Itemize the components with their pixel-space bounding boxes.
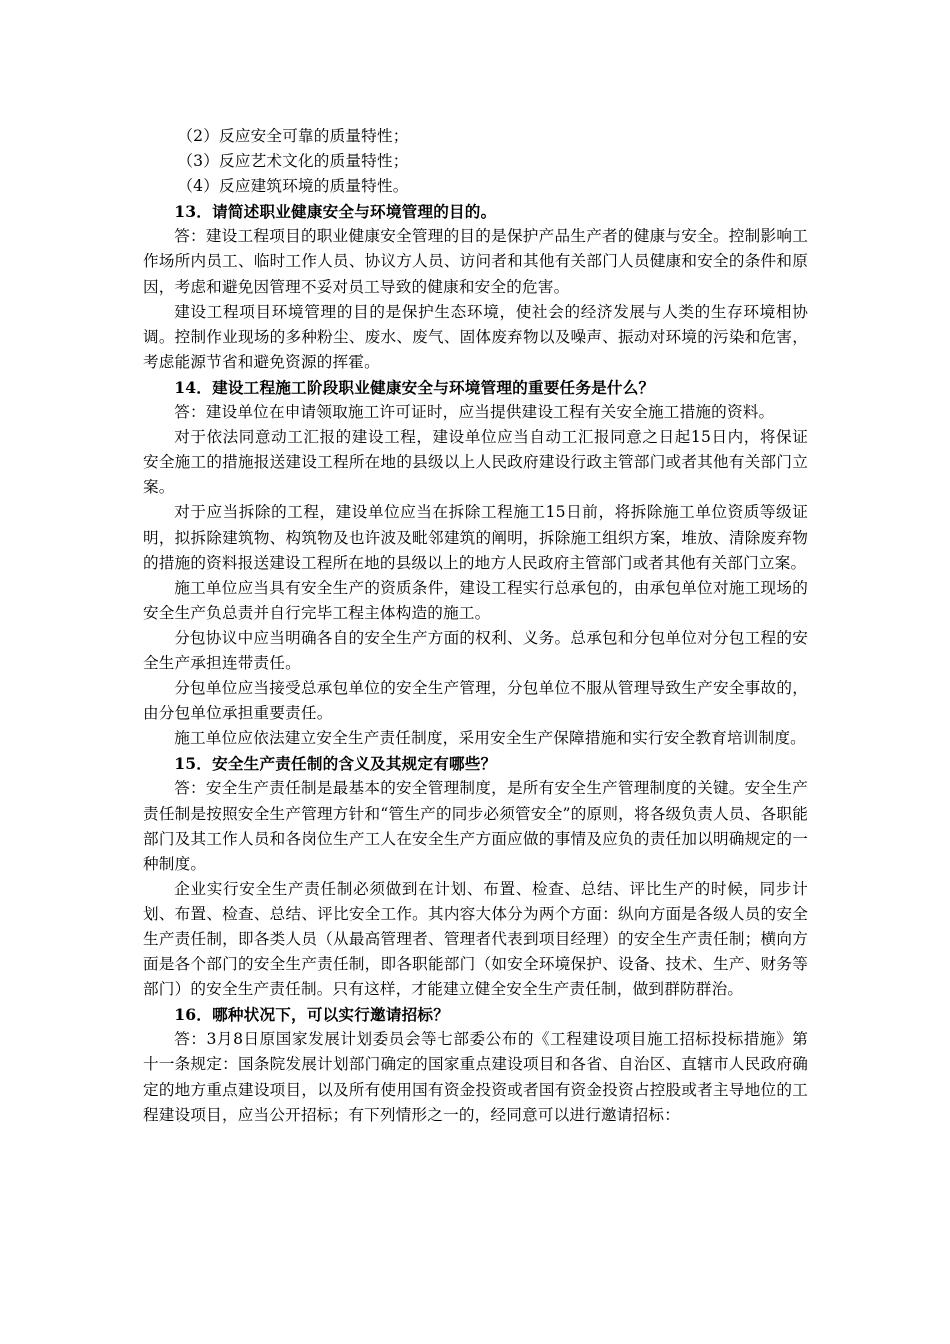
- answer-paragraph: 分包协议中应当明确各自的安全生产方面的权利、义务。总承包和分包单位对分包工程的安全生产承担连带责任。: [143, 628, 808, 672]
- question-heading: 15．安全生产责任制的含义及其规定有哪些？: [174, 754, 497, 774]
- document-body: [143, 124, 808, 1128]
- answer-paragraph: 施工单位应依法建立安全生产责任制度，采用安全生产保障措施和实行安全教育培训制度。: [174, 729, 806, 748]
- answer-paragraph: 答：安全生产责任制是最基本的安全管理制度，是所有安全生产管理制度的关键。安全生产责任制是按照安全生产管理方针和“管生产的同步必须管安全”的原则，将各级负责人员、各职能部门及其工作人员和各岗位生产工人在安全生产方面应做的事情及应负的责任加以明确规定的一种制度。: [143, 779, 808, 873]
- answer-paragraph: 答：建设工程项目的职业健康安全管理的目的是保护产品生产者的健康与安全。控制影响工作场所内员工、临时工作人员、协议方人员、访问者和其他有关部门人员健康和安全的条件和原因，考虑和避免因管理不妥对员工导致的健康和安全的危害。: [143, 227, 808, 296]
- answer-paragraph: 企业实行安全生产责任制必须做到在计划、布置、检查、总结、评比生产的时候，同步计划、布置、检查、总结、评比安全工作。其内容大体分为两个方面：纵向方面是各级人员的安全生产责任制，即各类人员（从最高管理者、管理者代表到项目经理）的安全生产责任制；横向方面是各个部门的安全生产责任制，即各职能部门（如安全环境保护、设备、技术、生产、财务等部门）的安全生产责任制。只有这样，才能建立健全安全生产责任制，做到群防群治。: [143, 879, 808, 999]
- answer-paragraph: 答：建设单位在申请领取施工许可证时，应当提供建设工程有关安全施工措施的资料。: [174, 403, 775, 422]
- answer-paragraph: 建设工程项目环境管理的目的是保护生态环境，使社会的经济发展与人类的生存环境相协调。控制作业现场的多种粉尘、废水、废气、固体废弃物以及噪声、振动对环境的污染和危害，考虑能源节省和避免资源的挥霍。: [143, 302, 808, 371]
- answer-paragraph: 对于应当拆除的工程，建设单位应当在拆除工程施工15日前，将拆除施工单位资质等级证明，拟拆除建筑物、构筑物及也许波及毗邻建筑的阐明，拆除施工组织方案，堆放、清除废弃物的措施的资料报送建设工程所在地的县级以上的地方人民政府主管部门或者其他有关部门立案。: [143, 503, 808, 572]
- question-heading: 13．请简述职业健康安全与环境管理的目的。: [174, 202, 497, 222]
- answer-paragraph: 分包单位应当接受总承包单位的安全生产管理，分包单位不服从管理导致生产安全事故的，由分包单位承担重要责任。: [143, 679, 808, 723]
- answer-paragraph: 施工单位应当具有安全生产的资质条件，建设工程实行总承包的，由承包单位对施工现场的安全生产负总责并自行完毕工程主体构造的施工。: [143, 578, 808, 622]
- answer-paragraph: 对于依法同意动工汇报的建设工程，建设单位应当自动工汇报同意之日起15日内，将保证安全施工的措施报送建设工程所在地的县级以上人民政府建设行政主管部门或者其他有关部门立案。: [143, 428, 808, 497]
- answer-paragraph: 答：3月8日原国家发展计划委员会等七部委公布的《工程建设项目施工招标投标措施》第十一条规定：国条院发展计划部门确定的国家重点建设项目和各省、自治区、直辖市人民政府确定的地方重点建设项目，以及所有使用国有资金投资或者国有资金投资占控股或者主导地位的工程建设项目，应当公开招标；有下列情形之一的，经同意可以进行邀请招标：: [143, 1030, 808, 1124]
- list-item: （2）反应安全可靠的质量特性；: [177, 127, 409, 145]
- question-heading: 14．建设工程施工阶段职业健康安全与环境管理的重要任务是什么？: [174, 377, 655, 397]
- list-item: （3）反应艺术文化的质量特性；: [177, 152, 409, 171]
- question-heading: 16．哪种状况下，可以实行邀请招标？: [174, 1005, 449, 1025]
- list-item: （4）反应建筑环境的质量特性。: [177, 177, 409, 196]
